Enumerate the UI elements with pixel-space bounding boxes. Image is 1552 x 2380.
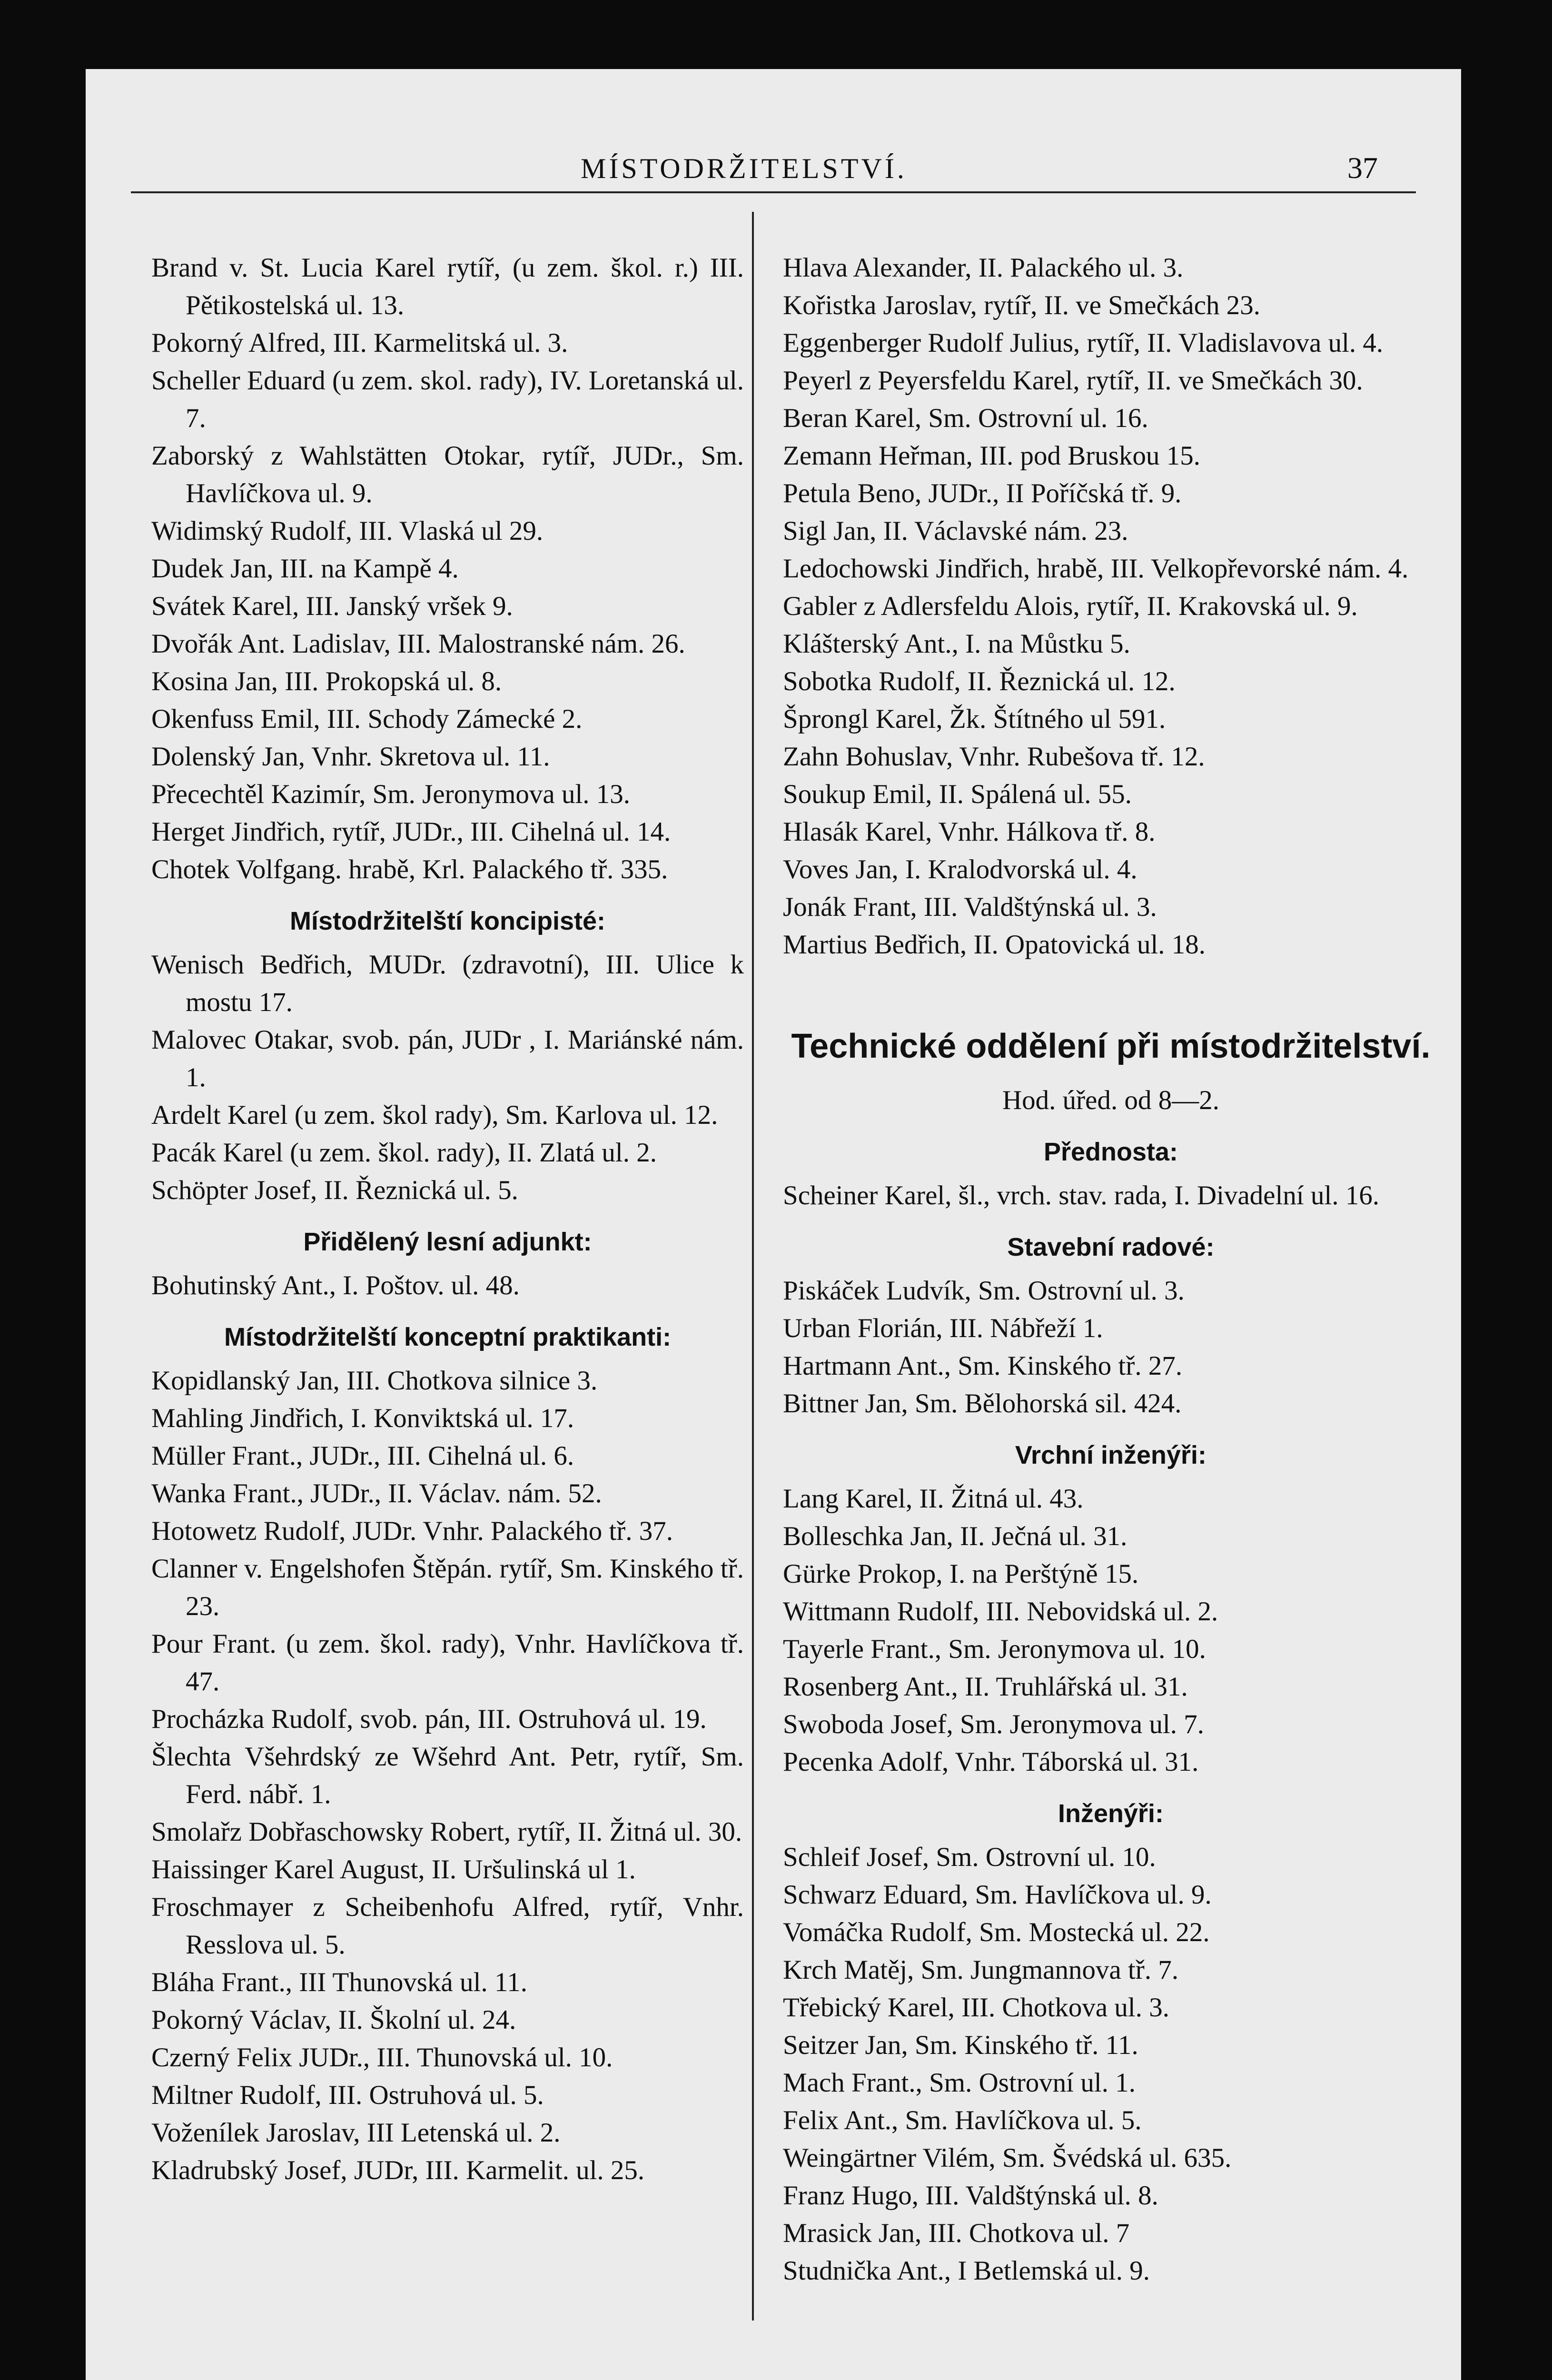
directory-entry: Weingärtner Vilém, Sm. Švédská ul. 635. [783,2143,1232,2173]
directory-entry: Hartmann Ant., Sm. Kinského tř. 27. [783,1351,1183,1381]
section-heading-koncipiste: Místodržitelští koncipisté: [289,907,606,935]
directory-entry: Schöpter Josef, II. Řeznická ul. 5. [151,1175,518,1205]
directory-entry: Malovec Otakar, svob. pán, JUDr , I. Mariánské nám. 1. [151,1025,744,1092]
directory-entry: Ledochowski Jindřich, hrabě, III. Velkopřevorské nám. 4. [783,554,1409,584]
directory-entry: Rosenberg Ant., II. Truhlářská ul. 31. [783,1672,1188,1702]
directory-entry: Voves Jan, I. Kralodvorská ul. 4. [783,854,1137,884]
header-rule [131,191,1416,193]
directory-entry: Sigl Jan, II. Václavské nám. 23. [783,516,1128,546]
directory-entry: Klášterský Ant., I. na Můstku 5. [783,629,1130,659]
directory-entry: Zahn Bohuslav, Vnhr. Rubešova tř. 12. [783,742,1205,772]
left-list-3 [151,1267,744,1304]
directory-entry: Beran Karel, Sm. Ostrovní ul. 16. [783,403,1148,433]
directory-entry: Okenfuss Emil, III. Schody Zámecké 2. [151,704,583,734]
directory-entry: Studnička Ant., I Betlemská ul. 9. [783,2256,1150,2286]
column-divider [752,212,754,2320]
page-header [86,152,1461,205]
directory-entry: Šlechta Všehrdský ze Wšehrd Ant. Petr, rytíř, Sm. Ferd. nábř. 1. [151,1742,744,1809]
directory-entry: Jonák Frant, III. Valdštýnská ul. 3. [783,892,1157,922]
directory-entry: Froschmayer z Scheibenhofu Alfred, rytíř, Vnhr. Resslova ul. 5. [151,1892,744,1960]
directory-entry: Müller Frant., JUDr., III. Cihelná ul. 6. [151,1441,574,1471]
directory-entry: Soukup Emil, II. Spálená ul. 55. [783,779,1132,809]
directory-entry: Brand v. St. Lucia Karel rytíř, (u zem. škol. r.) III. Pětikostelská ul. 13. [151,253,744,320]
directory-entry: Felix Ant., Sm. Havlíčkova ul. 5. [783,2105,1142,2135]
directory-entry: Czerný Felix JUDr., III. Thunovská ul. 10. [151,2043,613,2073]
directory-entry: Pecenka Adolf, Vnhr. Táborská ul. 31. [783,1747,1199,1777]
directory-entry: Kosina Jan, III. Prokopská ul. 8. [151,666,502,696]
directory-entry: Bláha Frant., III Thunovská ul. 11. [151,1967,527,1997]
directory-entry: Petula Beno, JUDr., II Poříčská tř. 9. [783,478,1182,508]
directory-entry: Sobotka Rudolf, II. Řeznická ul. 12. [783,666,1176,696]
directory-entry: Miltner Rudolf, III. Ostruhová ul. 5. [151,2080,544,2110]
section-heading-inzenyri: Inženýři: [1058,1799,1164,1828]
right-column [783,249,1439,2290]
directory-entry: Zemann Heřman, III. pod Bruskou 15. [783,441,1200,471]
section-heading-lesni-adjunkt: Přidělený lesní adjunkt: [303,1228,592,1256]
directory-entry: Vomáčka Rudolf, Sm. Mostecká ul. 22. [783,1917,1210,1947]
directory-entry: Přecechtěl Kazimír, Sm. Jeronymova ul. 13. [151,779,631,809]
book-page [86,69,1461,2380]
directory-entry: Bohutinský Ant., I. Poštov. ul. 48. [151,1270,520,1300]
directory-entry: Mahling Jindřich, I. Konviktská ul. 17. [151,1403,574,1433]
directory-entry: Krch Matěj, Sm. Jungmannova tř. 7. [783,1955,1179,1985]
directory-entry: Bittner Jan, Sm. Bělohorská sil. 424. [783,1388,1182,1418]
left-list-1 [151,249,744,888]
directory-entry: Pokorný Václav, II. Školní ul. 24. [151,2005,516,2035]
directory-entry: Eggenberger Rudolf Julius, rytíř, II. Vladislavova ul. 4. [783,328,1384,358]
directory-entry: Dolenský Jan, Vnhr. Skretova ul. 11. [151,742,550,772]
directory-entry: Dvořák Ant. Ladislav, III. Malostranské nám. 26. [151,629,685,659]
directory-entry: Kladrubský Josef, JUDr, III. Karmelit. ul. 25. [151,2155,645,2185]
directory-entry: Gabler z Adlersfeldu Alois, rytíř, II. Krakovská ul. 9. [783,591,1358,621]
directory-entry: Lang Karel, II. Žitná ul. 43. [783,1484,1084,1514]
directory-entry: Kořistka Jaroslav, rytíř, II. ve Smečkách 23. [783,290,1261,320]
directory-entry: Swoboda Josef, Sm. Jeronymova ul. 7. [783,1709,1205,1739]
section-heading-stavebni-radove: Stavební radové: [1007,1233,1215,1261]
directory-entry: Wenisch Bedřich, MUDr. (zdravotní), III. Ulice k mostu 17. [151,950,744,1017]
directory-entry: Scheiner Karel, šl., vrch. stav. rada, I. Divadelní ul. 16. [783,1180,1380,1210]
right-list-5 [783,1838,1439,2290]
directory-entry: Martius Bedřich, II. Opatovická ul. 18. [783,930,1206,960]
directory-entry: Schwarz Eduard, Sm. Havlíčkova ul. 9. [783,1880,1212,1910]
directory-entry: Kopidlanský Jan, III. Chotkova silnice 3. [151,1366,598,1396]
directory-entry: Bolleschka Jan, II. Ječná ul. 31. [783,1521,1127,1551]
directory-entry: Svátek Karel, III. Janský vršek 9. [151,591,513,621]
directory-entry: Haissinger Karel August, II. Uršulinská ul 1. [151,1854,636,1884]
directory-entry: Šprongl Karel, Žk. Štítného ul 591. [783,704,1166,734]
directory-entry: Voženílek Jaroslav, III Letenská ul. 2. [151,2118,561,2148]
left-column [151,249,744,2189]
directory-entry: Herget Jindřich, rytíř, JUDr., III. Cihelná ul. 14. [151,817,671,847]
directory-entry: Mrasick Jan, III. Chotkova ul. 7 [783,2218,1130,2248]
right-list-1 [783,249,1439,963]
directory-entry: Hotowetz Rudolf, JUDr. Vnhr. Palackého tř. 37. [151,1516,673,1546]
directory-entry: Widimský Rudolf, III. Vlaská ul 29. [151,516,544,546]
directory-entry: Hlava Alexander, II. Palackého ul. 3. [783,253,1184,283]
directory-entry: Pour Frant. (u zem. škol. rady), Vnhr. Havlíčkova tř. 47. [151,1629,744,1696]
directory-entry: Scheller Eduard (u zem. skol. rady), IV. Loretanská ul. 7. [151,366,744,433]
directory-entry: Hlasák Karel, Vnhr. Hálkova tř. 8. [783,817,1156,847]
directory-entry: Franz Hugo, III. Valdštýnská ul. 8. [783,2181,1158,2211]
directory-entry: Piskáček Ludvík, Sm. Ostrovní ul. 3. [783,1276,1185,1306]
left-list-4 [151,1362,744,2189]
directory-entry: Dudek Jan, III. na Kampě 4. [151,554,459,584]
directory-entry: Peyerl z Peyersfeldu Karel, rytíř, II. ve Smečkách 30. [783,366,1363,396]
section-heading-vrchni-inzenyri: Vrchní inženýři: [1015,1441,1207,1469]
page-number: 37 [1347,151,1378,185]
directory-entry: Schleif Josef, Sm. Ostrovní ul. 10. [783,1842,1156,1872]
directory-entry: Urban Florián, III. Nábřeží 1. [783,1313,1103,1343]
directory-entry: Gürke Prokop, I. na Perštýně 15. [783,1559,1139,1589]
directory-entry: Ardelt Karel (u zem. škol rady), Sm. Karlova ul. 12. [151,1100,718,1130]
right-list-3 [783,1272,1439,1422]
left-list-2 [151,946,744,1209]
directory-entry: Clanner v. Engelshofen Štěpán. rytíř, Sm. Kinského tř. 23. [151,1554,744,1621]
directory-entry: Třebický Karel, III. Chotkova ul. 3. [783,1993,1169,2023]
directory-entry: Zaborský z Wahlstätten Otokar, rytíř, JUDr., Sm. Havlíčkova ul. 9. [151,441,744,508]
directory-entry: Mach Frant., Sm. Ostrovní ul. 1. [783,2068,1136,2098]
directory-entry: Tayerle Frant., Sm. Jeronymova ul. 10. [783,1634,1206,1664]
section-heading-praktikanti: Místodržitelští konceptní praktikanti: [224,1323,672,1351]
office-hours: Hod. úřed. od 8—2. [1002,1085,1219,1115]
directory-entry: Procházka Rudolf, svob. pán, III. Ostruhová ul. 19. [151,1704,707,1734]
directory-entry: Chotek Volfgang. hrabě, Krl. Palackého tř. 335. [151,854,668,884]
directory-entry: Seitzer Jan, Sm. Kinského tř. 11. [783,2030,1138,2060]
directory-entry: Wittmann Rudolf, III. Nebovidská ul. 2. [783,1597,1218,1626]
running-title: MÍSTODRŽITELSTVÍ. [581,153,907,184]
section-heading-prednosta: Přednosta: [1043,1138,1178,1166]
right-list-4 [783,1480,1439,1781]
section-heading-technicke-oddeleni: Technické oddělení při místodržitelství. [791,1027,1431,1065]
directory-entry: Wanka Frant., JUDr., II. Václav. nám. 52. [151,1478,602,1508]
directory-entry: Smolařz Dobřaschowsky Robert, rytíř, II. Žitná ul. 30. [151,1817,742,1847]
directory-entry: Pacák Karel (u zem. škol. rady), II. Zlatá ul. 2. [151,1138,657,1168]
right-list-2 [783,1177,1439,1214]
directory-entry: Pokorný Alfred, III. Karmelitská ul. 3. [151,328,568,358]
